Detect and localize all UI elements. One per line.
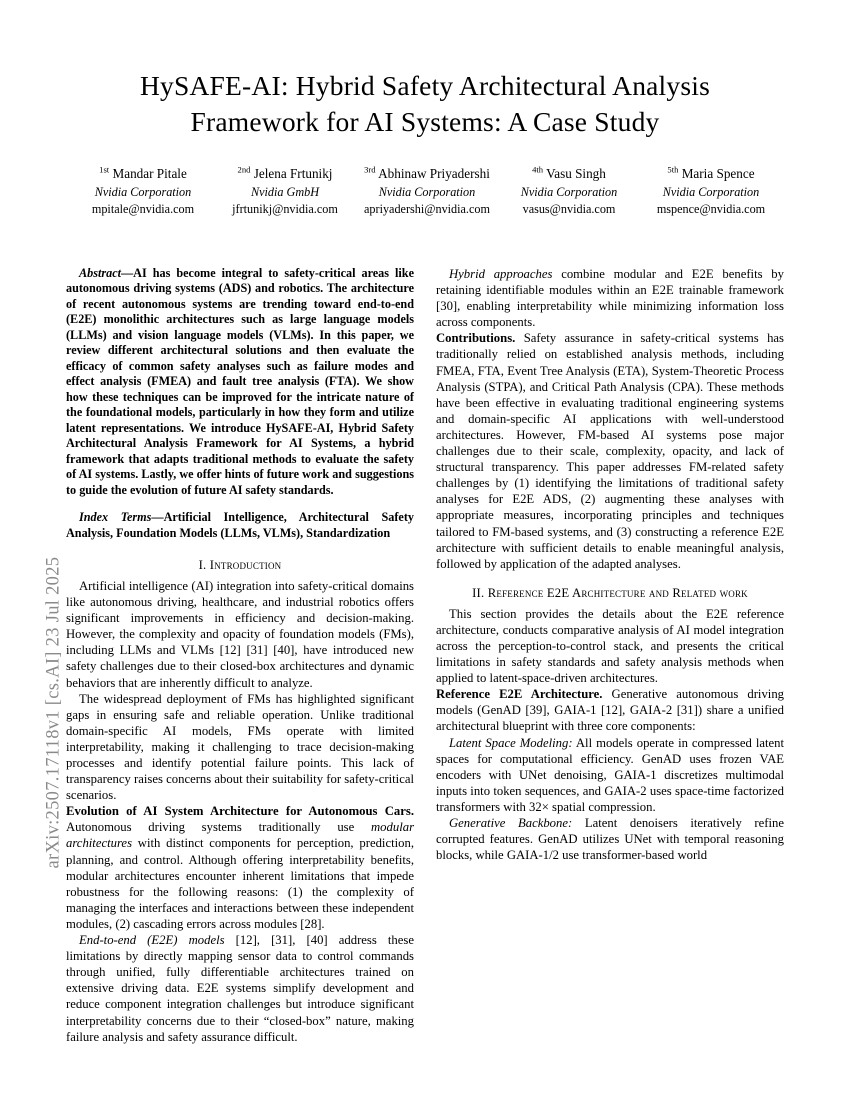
- ordinal-suffix: th: [536, 164, 544, 175]
- index-terms: [66, 510, 414, 541]
- abstract-dash: —: [120, 266, 134, 280]
- title-block: [75, 68, 775, 140]
- paragraph-generative-backbone: [436, 815, 784, 863]
- author-name-text: Abhinaw Priyadershi: [378, 166, 490, 181]
- author-ordinal: [99, 165, 109, 175]
- hybrid-text-1: combine modular and E2E benefits by retaining identifiable modules within an E2E trainable framework [30], enabling interpretability while minimizing information loss across components.: [436, 267, 784, 330]
- paragraph-hybrid: [436, 266, 784, 330]
- author-name: [640, 165, 782, 184]
- paragraph-reference-e2e: [436, 686, 784, 734]
- paragraph-intro-2: The widespread deployment of FMs has highlighted significant gaps in ensuring safe and reliable operation. Unlike traditional domain-specific AI models, FMs operate with limited interpretability, making it challenging to trace decision-making processes and identify potential failure points. This lack of transparency raises concerns about their suitability for safety-critical scenarios.: [66, 691, 414, 803]
- generative-backbone-text-1: Latent denoisers iteratively refine corrupted features. GenAD utilizes UNet with temporal reasoning blocks, while GAIA-1/2 use transformer-based world: [436, 816, 784, 863]
- index-terms-body: Artificial Intelligence, Architectural Safety Analysis, Foundation Models (LLMs, VLMs), Standardization: [66, 510, 414, 540]
- ordinal-number: 5: [667, 164, 672, 175]
- ordinal-number: 1: [99, 164, 104, 175]
- author-ordinal: [667, 165, 678, 175]
- evolution-italic-1: modular architectures: [66, 820, 414, 851]
- author-entry: [72, 165, 214, 218]
- section-heading-reference-architecture: II. Reference E2E Architecture and Related work: [472, 585, 748, 600]
- author-entry: [498, 165, 640, 218]
- author-name-text: Jelena Frtunikj: [253, 166, 333, 181]
- body-columns: [66, 266, 785, 1044]
- paragraph-e2e: [66, 932, 414, 1045]
- ordinal-number: 4: [532, 164, 537, 175]
- hybrid-italic-1: Hybrid approaches: [449, 267, 553, 281]
- ordinal-suffix: nd: [241, 164, 251, 175]
- author-name: [356, 165, 498, 184]
- column-left: [66, 266, 414, 1044]
- runin-heading-contributions: Contributions.: [436, 331, 516, 346]
- author-name-text: Vasu Singh: [546, 166, 606, 181]
- ordinal-suffix: rd: [368, 164, 376, 175]
- author-ordinal: [532, 165, 543, 175]
- section-heading-introduction: I. Introduction: [198, 557, 282, 572]
- abstract: [66, 266, 414, 498]
- contributions-text-1: Safety assurance in safety-critical systems has traditionally relied on established analysis methods, including FMEA, FTA, Event Tree Analysis (ETA), System-Theoretic Process Analysis (STPA), and Critical Path Analysis (CPA). These methods have been effective in evaluating traditional engineering systems and domain-specific AI applications with well-understood architectures. However, FM-based AI systems pose major challenges due to their scale, complexity, opacity, and lack of structural transparency. This paper addresses FM-related safety challenges by (1) identifying the limitations of traditional safety analyses for E2E ADS, (2) augmenting these analyses with appropriate measures, incorporating principles and techniques tailored to FM-based systems, and (3) constructing a reference E2E architecture with sufficient details to enable meaningful analysis, followed by application of the adapted analyses.: [436, 331, 784, 571]
- author-ordinal: [364, 165, 375, 175]
- runin-heading-reference-e2e: Reference E2E Architecture.: [436, 687, 603, 702]
- latent-space-italic-1: Latent Space Modeling:: [449, 735, 573, 750]
- author-affiliation: Nvidia Corporation: [94, 184, 192, 199]
- evolution-text-1: Autonomous driving systems traditionally use: [66, 820, 371, 835]
- author-email: vasus@nvidia.com: [522, 202, 616, 217]
- author-entry: [640, 165, 782, 218]
- author-email: mpitale@nvidia.com: [91, 202, 195, 217]
- author-name: [498, 165, 640, 184]
- author-affiliation: Nvidia Corporation: [378, 184, 476, 199]
- index-terms-label: Index Terms: [79, 510, 152, 525]
- author-affiliation: Nvidia Corporation: [662, 184, 760, 199]
- author-email: jfrtunikj@nvidia.com: [232, 202, 338, 217]
- column-right: [436, 266, 784, 1006]
- index-terms-dash: —: [151, 510, 164, 525]
- paragraph-contributions: [436, 330, 784, 571]
- author-name-text: Mandar Pitale: [112, 166, 187, 181]
- paragraph-intro-1: Artificial intelligence (AI) integration into safety-critical domains like autonomous driving, healthcare, and industrial robotics offers significant improvements in efficiency and decision-making. However, the complexity and opacity of foundation models (FMs), including LLMs and VLMs [12] [31] [40], have introduced new safety challenges due to their closed-box architectures and dynamic behaviors that are inherently difficult to analyze.: [66, 578, 414, 690]
- author-email: mspence@nvidia.com: [656, 202, 766, 217]
- author-ordinal: [238, 165, 251, 175]
- generative-backbone-italic-1: Generative Backbone:: [449, 816, 573, 830]
- page-title: HySAFE-AI: Hybrid Safety Architectural Analysis Framework for AI Systems: A Case Study: [139, 70, 710, 137]
- e2e-text-1: [12], [31], [40] address these limitations by directly mapping sensor data to control commands through unified, fully differentiable architectures trained on extensive driving data. E2E systems simplify development and reduce component integration challenges but introduce significant interpretability concerns due to their “closed-box” nature, making failure analysis and safety assurance difficult.: [66, 933, 414, 1044]
- author-affiliation: Nvidia GmbH: [250, 184, 320, 199]
- paragraph-latent-space: [436, 735, 784, 815]
- author-name-text: Maria Spence: [681, 166, 755, 181]
- ordinal-number: 2: [237, 164, 242, 175]
- reference-e2e-text-1: Generative autonomous driving models (GenAD [39], GAIA-1 [12], GAIA-2 [31]) share a unified architectural blueprint with three core components:: [436, 687, 785, 734]
- ordinal-number: 3: [364, 164, 369, 175]
- author-list: [72, 165, 782, 218]
- author-email: apriyadershi@nvidia.com: [364, 202, 490, 217]
- runin-heading-evolution: Evolution of AI System Architecture for Autonomous Cars.: [66, 804, 414, 819]
- author-name: [214, 165, 356, 184]
- ordinal-suffix: st: [103, 164, 110, 175]
- evolution-text-2: with distinct components for perception, prediction, planning, and control. Although offering interpretability benefits, modular architectures encounter inherent limitations that impede robustness for the following reasons: (1) the complexity of managing the interfaces and interactions between these independent modules, (2) cascading errors across modules [28].: [66, 836, 414, 931]
- author-name: [72, 165, 214, 184]
- author-affiliation: Nvidia Corporation: [520, 184, 618, 199]
- paragraph-section2-1: This section provides the details about the E2E reference architecture, conducts comparative analysis of AI model integration across the perception-to-control stack, and presents the critical limitations in safety standards and safety analysis methods when applied to latent-space-driven architectures.: [436, 606, 784, 686]
- author-entry: [214, 165, 356, 218]
- paragraph-evolution: [66, 803, 414, 932]
- abstract-label: Abstract: [79, 266, 121, 280]
- latent-space-text-1: All models operate in compressed latent spaces for computational efficiency. GenAD uses frozen VAE encoders with UNet denoising, GAIA-1 discretizes multimodal inputs into token sequences, and GAIA-2 uses space-time factorized transformers with 32× spatial compression.: [436, 735, 785, 814]
- abstract-body: AI has become integral to safety-critical areas like autonomous driving systems (ADS) and robotics. The architecture of recent autonomous systems are trending toward end-to-end (E2E) monolithic architectures such as large language models (LLMs) and vision language models (VLMs). In this paper, we review different architectural solutions and then evaluate the efficacy of common safety analyses such as failure modes and effect analysis (FMEA) and fault tree analysis (FTA). We show how these techniques can be improved for the intricate nature of the foundational models, particularly in how they form and utilize latent representations. We introduce HySAFE-AI, Hybrid Safety Architectural Analysis Framework for AI Systems, a hybrid framework that adapts traditional methods to evaluate the safety of AI systems. Lastly, we offer hints of future work and suggestions to guide the evolution of future AI safety standards.: [66, 266, 414, 497]
- e2e-italic-1: End-to-end (E2E) models: [79, 933, 225, 948]
- author-entry: [356, 165, 498, 218]
- arxiv-stamp: arXiv:2507.17118v1 [cs.AI] 23 Jul 2025: [43, 556, 64, 869]
- ordinal-suffix: th: [671, 164, 679, 175]
